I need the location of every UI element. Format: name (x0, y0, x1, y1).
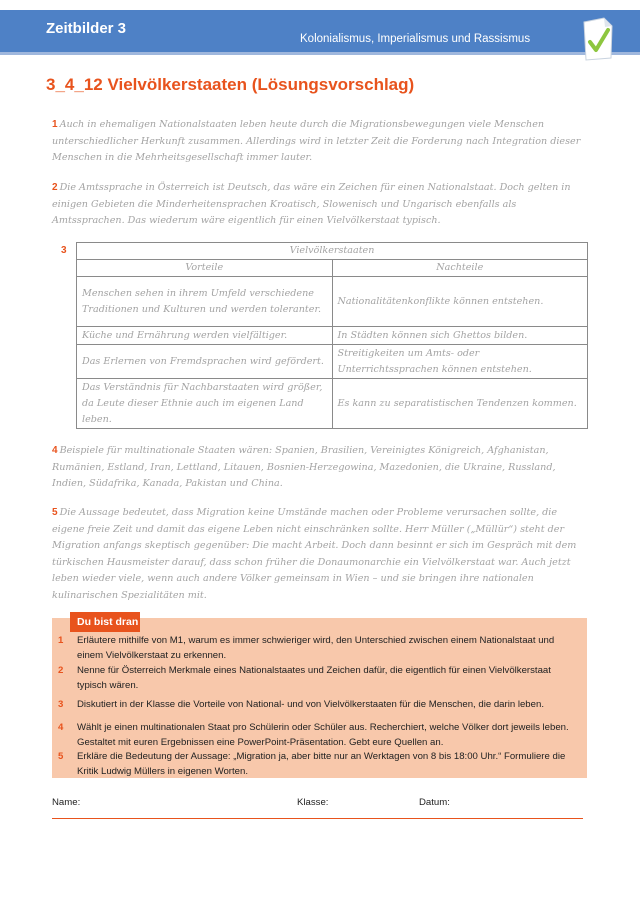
table-cell-con: Streitigkeiten um Amts- oder Unterrichtssprachen können entstehen. (332, 345, 588, 379)
task-number: 3 (58, 699, 64, 710)
name-label: Name: (52, 797, 81, 808)
task-item (58, 664, 578, 693)
answer-number: 5 (52, 507, 58, 518)
table-cell-con: In Städten können sich Ghettos bilden. (332, 327, 588, 345)
answer-number: 4 (52, 445, 58, 456)
task-text: Diskutiert in der Klasse die Vorteile von National- und von Vielvölkerstaaten für die Menschen, die darin leben. (77, 699, 544, 710)
answer-number: 2 (52, 182, 58, 193)
column-header-pros: Vorteile (77, 260, 333, 277)
table-row (77, 379, 588, 429)
table-cell-con: Nationalitätenkonflikte können entstehen. (332, 277, 588, 327)
answer-2 (52, 180, 582, 230)
task-item (58, 634, 578, 663)
answer-text: Auch in ehemaligen Nationalstaaten leben heute durch die Migrationsbewegungen viele Menschen unterschiedlicher Herkunft zusammen. Allerdings wird in letzter Zeit die Forderung nach Integration dieser Menschen in die Mehrheitsgesellschaft immer lauter. (52, 119, 581, 163)
comparison-table (76, 242, 588, 429)
task-number: 2 (58, 665, 64, 676)
date-label: Datum: (419, 797, 450, 808)
table-row (77, 327, 588, 345)
task-item (58, 721, 578, 750)
answer-4 (52, 443, 582, 493)
task-text: Nenne für Österreich Merkmale eines Nationalstaates und Zeichen dafür, die eigentlich für einen Vielvölkerstaat typisch wären. (77, 665, 551, 691)
answer-text: Die Amtssprache in Österreich ist Deutsch, das wäre ein Zeichen für einen Nationalstaat. Doch gelten in einigen Gebieten die Minderheitensprachen Kroatisch, Slowenisch und Ungarisch ebenfalls als Amtssprachen. Das wiederum wäre eigentlich für einen Vielvölkerstaat typisch. (52, 182, 571, 226)
table-cell-con: Es kann zu separatistischen Tendenzen kommen. (332, 379, 588, 429)
task-tab-label: Du bist dran (77, 616, 139, 628)
subject-title: Kolonialismus, Imperialismus und Rassismus (300, 33, 531, 45)
table-cell-pro: Küche und Ernährung werden vielfältiger. (77, 327, 333, 345)
table-title-row (77, 243, 588, 260)
task-item (58, 750, 578, 779)
task-text: Erkläre die Bedeutung der Aussage: „Migration ja, aber bitte nur an Werktagen von 8 bis 18:00 Uhr.“ Formuliere die Kritik Ludwig Müllers in eigenen Worten. (77, 751, 566, 777)
brand-title: Zeitbilder 3 (46, 20, 127, 37)
task-text: Erläutere mithilfe von M1, warum es immer schwieriger wird, den Unterschied zwischen einem Nationalstaat und einem Vielvölkerstaat zu erkennen. (77, 635, 555, 661)
answer-5 (52, 505, 582, 604)
answer-text: Die Aussage bedeutet, dass Migration keine Umstände machen oder Probleme verursachen sollte, die eigene freie Zeit und damit das eigene Leben nicht einschränken sollte. Herr Müller („Müllür“) steht der Migration anfangs skeptisch gegenüber: Die macht Arbeit. Doch dann besinnt er sich im Gespräch mit dem türkischen Hausmeister darauf, dass schon früher die Donaumonarchie ein Vielvölkerstaat war. Auch jetzt leben wieder viele, wenn auch andere Völker gemeinsam in Wien – und sie bringen ihre nationalen kulinarischen Spezialitäten mit. (52, 507, 577, 601)
class-label: Klasse: (297, 797, 329, 808)
document-check-icon (578, 16, 616, 62)
table-cell-pro: Das Erlernen von Fremdsprachen wird gefördert. (77, 345, 333, 379)
answer-number: 3 (61, 245, 67, 256)
footer-divider (52, 818, 583, 819)
page-title: 3_4_12 Vielvölkerstaaten (Lösungsvorschlag) (46, 75, 415, 94)
answer-number: 1 (52, 119, 58, 130)
answer-text: Beispiele für multinationale Staaten wären: Spanien, Brasilien, Vereinigtes Königreich, Afghanistan, Rumänien, Estland, Iran, Lettland, Litauen, Bosnien-Herzegowina, Mazedonien, die Ukraine, Russland, Indien, Südafrika, Kanada, Pakistan und China. (52, 445, 556, 489)
table-row (77, 277, 588, 327)
task-tab (70, 612, 140, 632)
column-header-cons: Nachteile (332, 260, 588, 277)
table-cell-pro: Das Verständnis für Nachbarstaaten wird größer, da Leute dieser Ethnie auch im eigenen Land leben. (77, 379, 333, 429)
task-text: Wählt je einen multinationalen Staat pro Schülerin oder Schüler aus. Recherchiert, welche Völker dort jeweils leben. Gestaltet mit euren Ergebnissen eine PowerPoint-Präsentation. Gebt eure Quellen an. (77, 722, 569, 748)
table-header-row (77, 260, 588, 277)
task-number: 4 (58, 722, 64, 733)
table-row (77, 345, 588, 379)
header-shadow (0, 52, 640, 55)
task-number: 5 (58, 751, 64, 762)
answer-1 (52, 117, 582, 167)
task-item (58, 698, 578, 713)
table-title: Vielvölkerstaaten (77, 243, 588, 260)
table-cell-pro: Menschen sehen in ihrem Umfeld verschiedene Traditionen und Kulturen und werden toleranter. (77, 277, 333, 327)
task-number: 1 (58, 635, 64, 646)
